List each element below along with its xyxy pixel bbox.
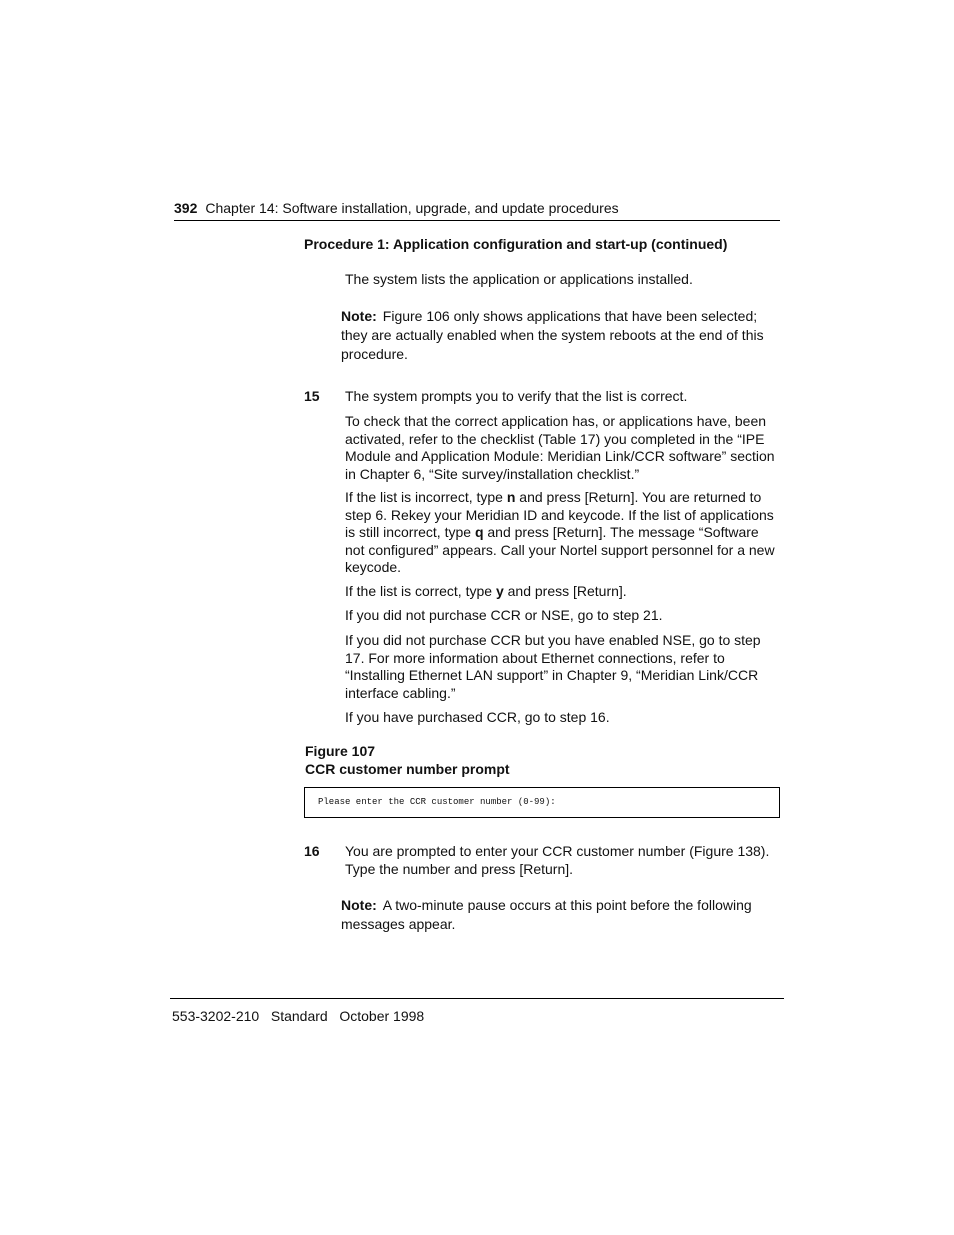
step-16-p1: You are prompted to enter your CCR customer number (Figure 138). Type the number and press [Return]. bbox=[345, 843, 770, 877]
intro-paragraph: The system lists the application or applications installed. bbox=[345, 271, 693, 287]
step-15-p6: If you did not purchase CCR but you have enabled NSE, go to step 17. For more information about Ethernet connections, refer to “Installing Ethernet LAN support” in Chapter 9, “Meridian Link/CCR interface cabling.” bbox=[345, 632, 761, 701]
note-2 bbox=[341, 896, 771, 934]
chapter-title: Chapter 14: Software installation, upgrade, and update procedures bbox=[205, 200, 619, 216]
note-1-text: Figure 106 only shows applications that have been selected; they are actually enabled when the system reboots at the end of this procedure. bbox=[341, 308, 764, 362]
step-15-p1: The system prompts you to verify that the list is correct. bbox=[345, 388, 688, 404]
figure-caption: CCR customer number prompt bbox=[305, 760, 510, 777]
step-15-p3-c: and press [Return]. The message “Software not configured” appears. Call your Nortel support personnel for a new keycode. bbox=[345, 524, 775, 575]
note-2-label: Note: bbox=[341, 897, 377, 913]
terminal-prompt-box bbox=[304, 787, 780, 818]
header-rule bbox=[174, 220, 780, 221]
note-2-text: A two-minute pause occurs at this point before the following messages appear. bbox=[341, 897, 752, 932]
page-footer bbox=[172, 1007, 424, 1025]
step-15-p3-b: and press [Return]. You are returned to step 6. Rekey your Meridian ID and keycode. If the list of applications is still incorrect, type bbox=[345, 489, 774, 540]
running-header bbox=[174, 199, 780, 217]
doc-date: October 1998 bbox=[339, 1008, 425, 1024]
step-15-p4-b: and press [Return]. bbox=[503, 583, 627, 599]
page-number: 392 bbox=[174, 200, 198, 216]
step-15-p4 bbox=[345, 583, 775, 601]
step-15-p3 bbox=[345, 489, 775, 577]
note-1 bbox=[341, 307, 771, 364]
step-15-p3-a: If the list is incorrect, type bbox=[345, 489, 507, 505]
step-15-p2: To check that the correct application has, or applications have, been activated, refer to the checklist (Table 17) you completed in the “IPE Module and Application Module: Meridian Link/CCR software” section in Chapter 6, “Site survey/installation checklist.” bbox=[345, 413, 775, 482]
keyword-n: n bbox=[506, 489, 516, 505]
step-15-p5: If you did not purchase CCR or NSE, go to step 21. bbox=[345, 607, 663, 623]
figure-number: Figure 107 bbox=[305, 743, 376, 759]
doc-number: 553-3202-210 bbox=[172, 1008, 260, 1024]
note-1-label: Note: bbox=[341, 308, 377, 324]
doc-status: Standard bbox=[270, 1008, 328, 1024]
step-15-p4-a: If the list is correct, type bbox=[345, 583, 496, 599]
step-16-number: 16 bbox=[304, 843, 320, 859]
keyword-y: y bbox=[495, 583, 504, 599]
figure-heading bbox=[305, 743, 510, 778]
step-15-p7: If you have purchased CCR, go to step 16. bbox=[345, 709, 610, 725]
procedure-title: Procedure 1: Application configuration and start-up (continued) bbox=[304, 236, 728, 252]
footer-rule bbox=[170, 998, 784, 999]
terminal-prompt-text: Please enter the CCR customer number (0-99): bbox=[318, 797, 556, 807]
keyword-q: q bbox=[474, 524, 484, 540]
step-15-number: 15 bbox=[304, 388, 320, 404]
